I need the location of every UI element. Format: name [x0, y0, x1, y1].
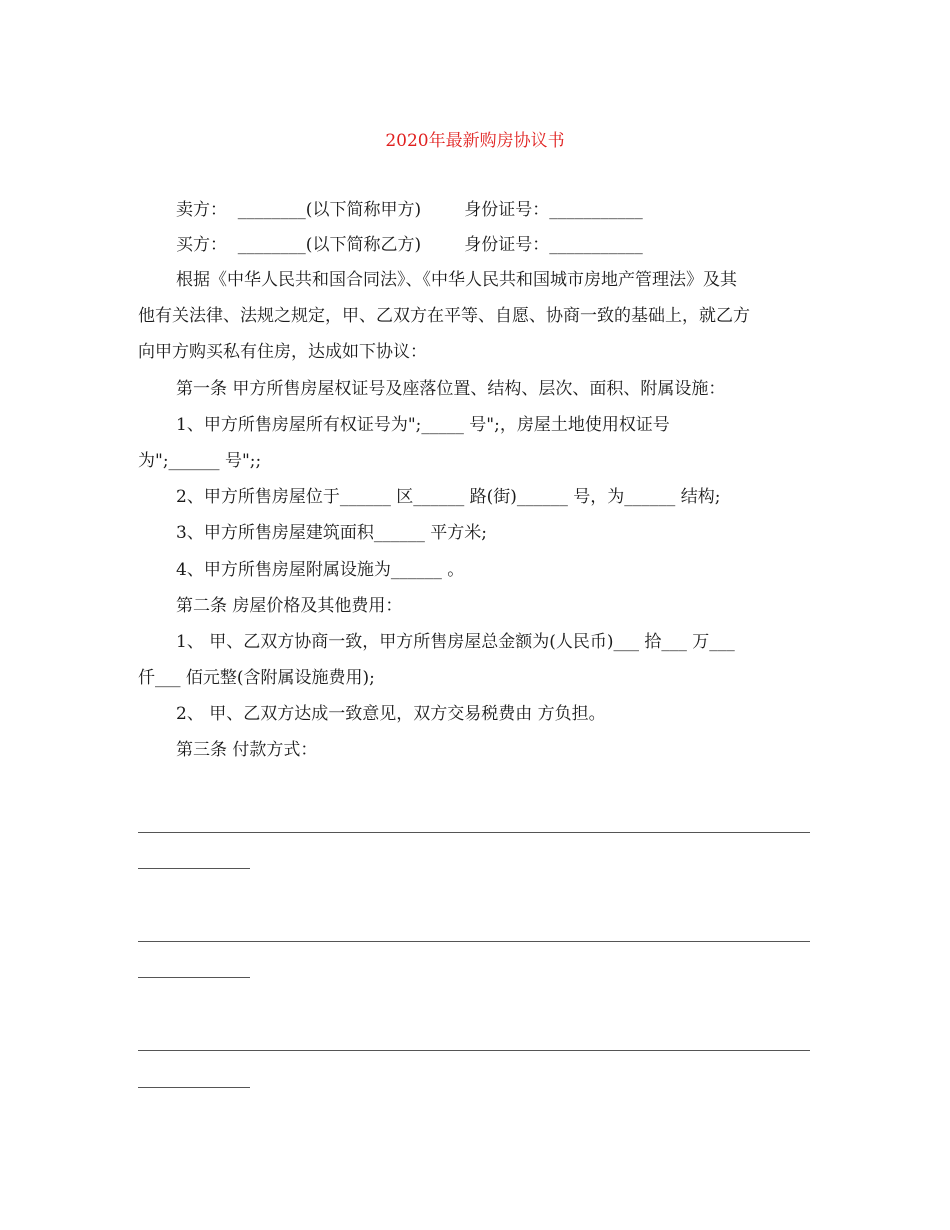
preamble-line-3: 向甲方购买私有住房，达成如下协议： [138, 342, 427, 362]
document-title: 2020年最新购房协议书 [385, 131, 565, 151]
article-1-item-2: 2、甲方所售房屋位于______ 区______ 路(街)______ 号，为______ 结构; [176, 487, 721, 507]
buyer-line: 买方： ________(以下简称乙方) 身份证号：___________ [176, 235, 643, 255]
article-1-item-1: 1、甲方所售房屋所有权证号为";_____ 号";，房屋土地使用权证号 [176, 415, 670, 435]
payment-blank-line-3 [138, 1050, 810, 1051]
article-1-item-3: 3、甲方所售房屋建筑面积______ 平方米; [176, 523, 487, 543]
article-2-item-2: 2、 甲、乙双方达成一致意见，双方交易税费由 方负担。 [176, 704, 606, 724]
preamble-line-2: 他有关法律、法规之规定，甲、乙双方在平等、自愿、协商一致的基础上，就乙方 [138, 306, 750, 326]
payment-blank-line-1-cont [138, 868, 250, 869]
article-3-heading: 第三条 付款方式： [176, 740, 318, 760]
preamble-line-1: 根据《中华人民共和国合同法》、《中华人民共和国城市房地产管理法》及其 [176, 270, 737, 290]
payment-blank-line-1 [138, 832, 810, 833]
seller-line: 卖方： ________(以下简称甲方) 身份证号：___________ [176, 200, 643, 220]
article-2-heading: 第二条 房屋价格及其他费用： [176, 596, 403, 616]
article-2-item-1-cont: 仟___ 佰元整(含附属设施费用); [138, 668, 375, 688]
article-2-item-1: 1、 甲、乙双方协商一致，甲方所售房屋总金额为(人民币)___ 拾___ 万___ [176, 632, 735, 652]
payment-blank-line-3-cont [138, 1087, 250, 1088]
article-1-item-4: 4、甲方所售房屋附属设施为______ 。 [176, 560, 465, 580]
article-1-heading: 第一条 甲方所售房屋权证号及座落位置、结构、层次、面积、附属设施： [176, 379, 726, 399]
article-1-item-1-cont: 为";______ 号";; [138, 451, 262, 471]
payment-blank-line-2-cont [138, 977, 250, 978]
payment-blank-line-2 [138, 941, 810, 942]
